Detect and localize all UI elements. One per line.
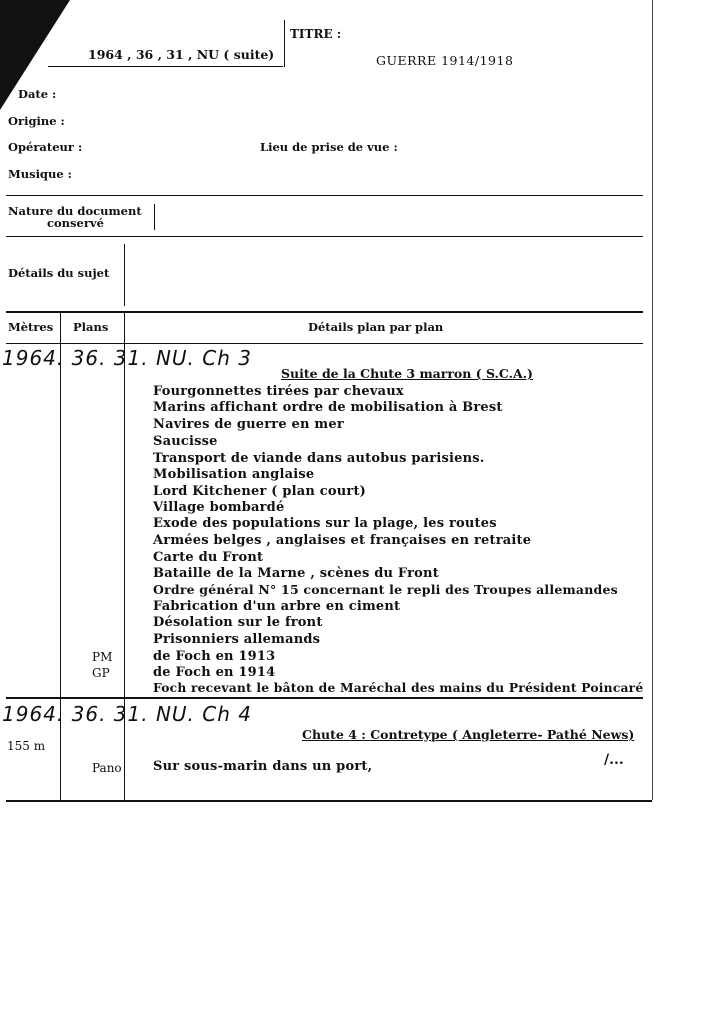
section1-heading: Suite de la Chute 3 marron ( S.C.A.) bbox=[281, 366, 533, 381]
shot-item: Armées belges , anglaises et françaises en retraite bbox=[153, 533, 532, 548]
shot-item: Ordre général N° 15 concernant le repli des Troupes allemandes bbox=[153, 582, 618, 597]
shot-item: de Foch en 1913 bbox=[153, 649, 276, 664]
reference-number: 1964 , 36 , 31 , NU ( suite) bbox=[88, 47, 275, 62]
shot-item: Village bombardé bbox=[153, 500, 285, 515]
plan-pano: Pano bbox=[92, 761, 122, 775]
titre-label: TITRE : bbox=[290, 27, 342, 41]
shot-item: Exode des populations sur la plage, les routes bbox=[153, 516, 497, 531]
shot-item: Mobilisation anglaise bbox=[153, 467, 315, 482]
handwritten-ref-2: 1964. 36. 31. NU. Ch 4 bbox=[2, 702, 252, 726]
col-line-2 bbox=[124, 312, 125, 802]
shot-item: Navires de guerre en mer bbox=[153, 417, 344, 432]
origine-label: Origine : bbox=[8, 114, 65, 128]
details-bracket bbox=[124, 244, 125, 306]
shot-item: Fabrication d'un arbre en ciment bbox=[153, 599, 401, 614]
shot-item: Lord Kitchener ( plan court) bbox=[153, 484, 367, 499]
shot-item: Prisonniers allemands bbox=[153, 632, 321, 647]
rule-5 bbox=[6, 697, 643, 699]
shot-item: de Foch en 1914 bbox=[153, 665, 276, 680]
metres-value: 155 m bbox=[7, 739, 46, 753]
col-metres: Mètres bbox=[8, 320, 54, 334]
shot-item: Saucisse bbox=[153, 434, 218, 449]
scan-corner-block bbox=[0, 0, 40, 45]
guerre-title: GUERRE 1914/1918 bbox=[376, 53, 514, 68]
header-underline bbox=[48, 66, 283, 67]
plan-gp: GP bbox=[92, 666, 110, 680]
nature-label-2: conservé bbox=[47, 216, 104, 230]
col-plans: Plans bbox=[73, 320, 109, 334]
col-line-1 bbox=[60, 312, 61, 802]
operateur-label: Opérateur : bbox=[8, 140, 83, 154]
shot-item: Sur sous-marin dans un port, bbox=[153, 759, 373, 774]
rule-3 bbox=[6, 311, 643, 313]
shot-item: Fourgonnettes tirées par chevaux bbox=[153, 384, 404, 399]
header-divider bbox=[284, 20, 285, 67]
musique-label: Musique : bbox=[8, 167, 72, 181]
col-details: Détails plan par plan bbox=[308, 320, 444, 334]
shot-item: Désolation sur le front bbox=[153, 615, 323, 630]
plan-pm: PM bbox=[92, 650, 113, 664]
shot-item: Carte du Front bbox=[153, 550, 264, 565]
nature-label: Nature du document bbox=[8, 204, 142, 218]
rule-4 bbox=[6, 343, 643, 344]
date-label: Date : bbox=[18, 87, 57, 101]
nature-bracket bbox=[154, 204, 155, 230]
shot-item: Foch recevant le bâton de Maréchal des mains du Président Poincaré bbox=[153, 680, 644, 695]
details-sujet-label: Détails du sujet bbox=[8, 266, 110, 280]
rule-1 bbox=[6, 195, 643, 196]
rule-6 bbox=[6, 800, 652, 802]
lieu-label: Lieu de prise de vue : bbox=[260, 140, 398, 154]
section2-heading: Chute 4 : Contretype ( Angleterre- Pathé News) bbox=[302, 727, 635, 742]
handwritten-ref-1: 1964. 36. 31. NU. Ch 3 bbox=[2, 346, 252, 370]
continuation-mark: /... bbox=[604, 752, 624, 768]
shot-item: Bataille de la Marne , scènes du Front bbox=[153, 566, 439, 581]
shot-item: Marins affichant ordre de mobilisation à Brest bbox=[153, 400, 503, 415]
shot-item: Transport de viande dans autobus parisiens. bbox=[153, 451, 485, 466]
page-edge bbox=[652, 0, 653, 800]
rule-2 bbox=[6, 236, 643, 237]
